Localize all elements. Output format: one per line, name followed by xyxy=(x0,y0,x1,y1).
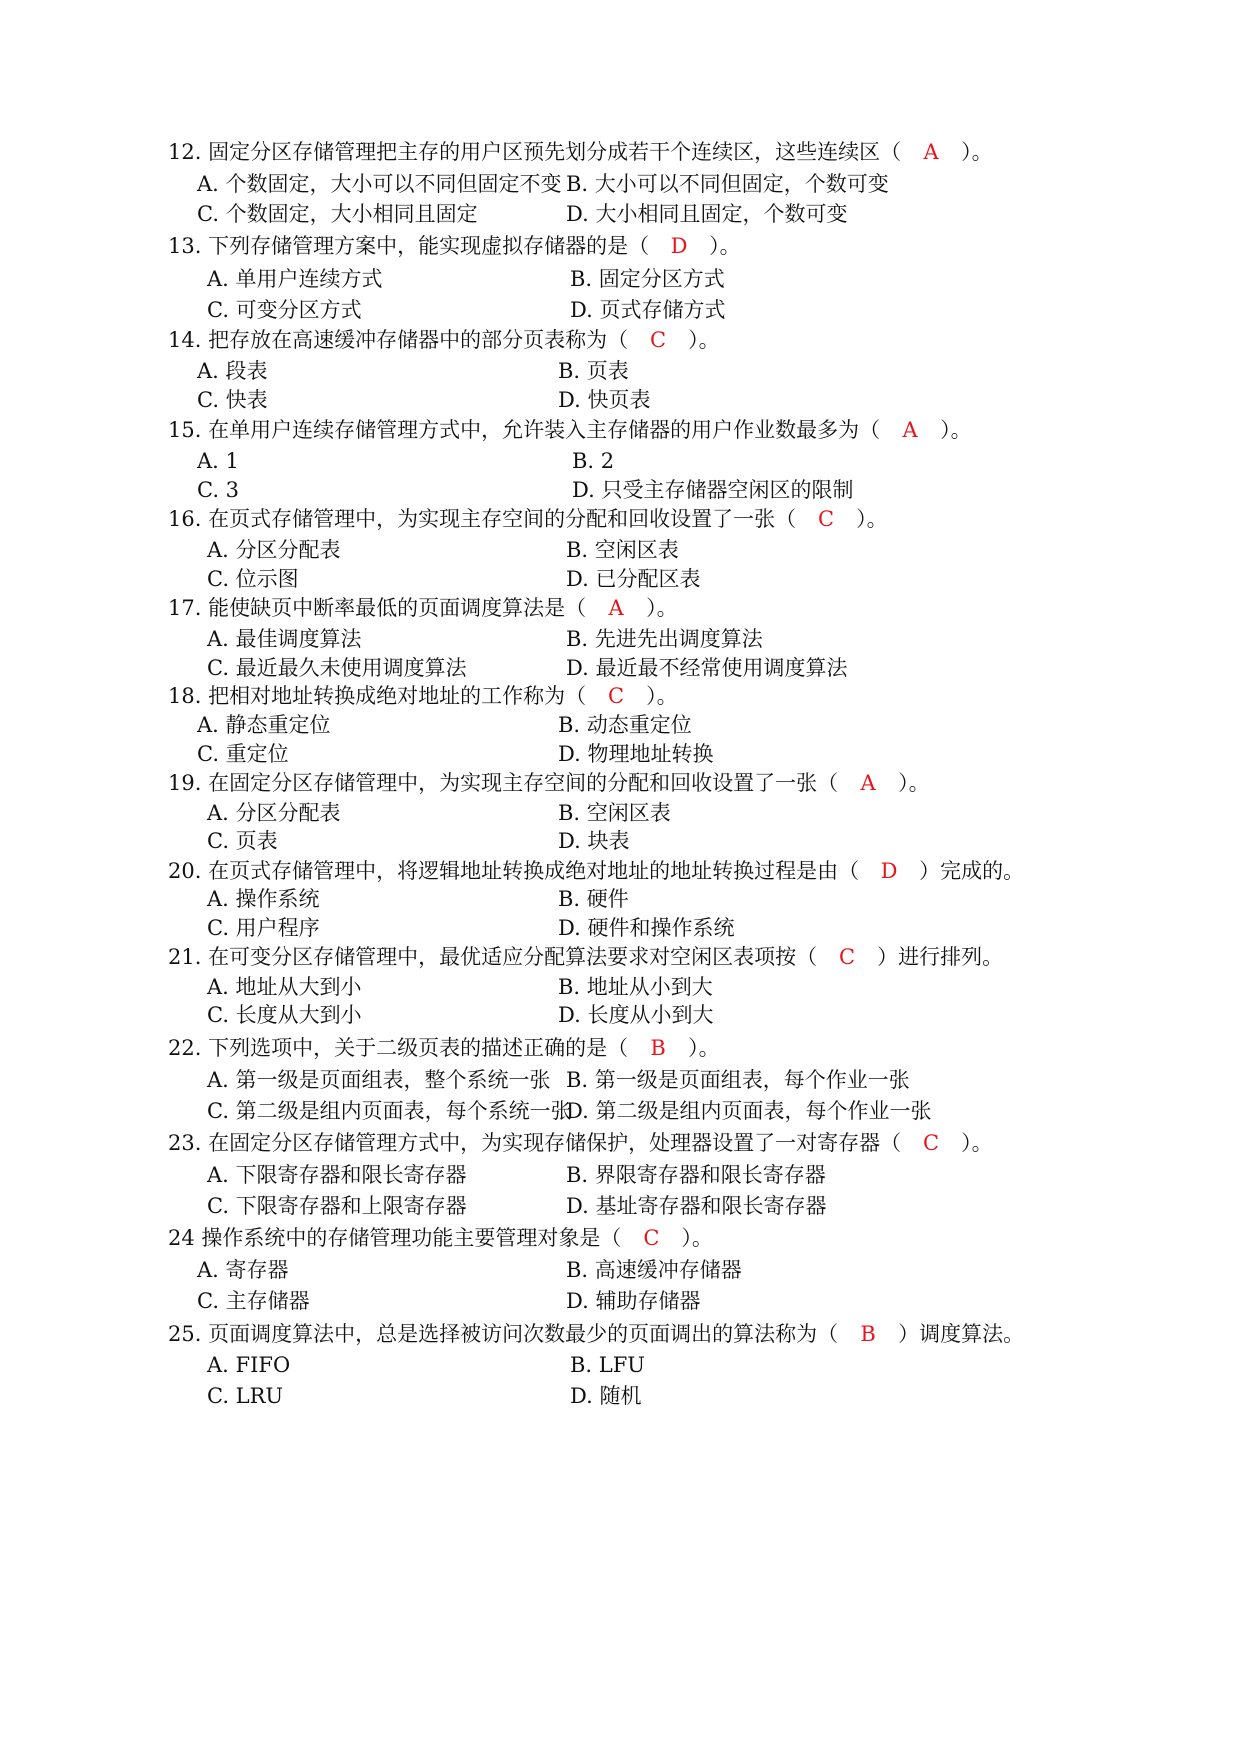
option-b: B. 页表 xyxy=(558,359,629,383)
stem-text-end: ）调度算法。 xyxy=(898,1322,1025,1346)
option-a: A. FIFO xyxy=(207,1353,291,1377)
answer-mark: C xyxy=(818,507,835,531)
stem-text-end: ）。 xyxy=(940,418,972,442)
answer-mark: C xyxy=(923,1131,940,1155)
option-b: B. 空闲区表 xyxy=(566,538,679,562)
question-stem xyxy=(168,233,741,259)
question-stem xyxy=(168,770,930,796)
question-stem xyxy=(168,944,1003,970)
option-b: B. 高速缓冲存储器 xyxy=(566,1258,742,1282)
option-d: D. 长度从小到大 xyxy=(558,1003,714,1027)
option-d: D. 页式存储方式 xyxy=(570,298,726,322)
option-a: A. 分区分配表 xyxy=(207,538,341,562)
option-d: D. 快页表 xyxy=(558,388,651,412)
stem-text-end: ）。 xyxy=(646,596,678,620)
option-b: B. 固定分区方式 xyxy=(570,267,725,291)
option-c: C. LRU xyxy=(207,1384,284,1408)
option-b: B. 动态重定位 xyxy=(558,713,692,737)
option-d: D. 随机 xyxy=(570,1384,642,1408)
stem-text: 15. 在单用户连续存储管理方式中，允许装入主存储器的用户作业数最多为（ xyxy=(168,418,881,442)
option-d: D. 最近最不经常使用调度算法 xyxy=(566,656,848,680)
stem-text: 17. 能使缺页中断率最低的页面调度算法是（ xyxy=(168,596,587,620)
question-stem xyxy=(168,417,972,443)
option-c: C. 重定位 xyxy=(197,742,289,766)
stem-text-end: ）。 xyxy=(961,1131,993,1155)
stem-text-end: ）进行排列。 xyxy=(877,945,1004,969)
option-a: A. 第一级是页面组表，整个系统一张 xyxy=(207,1068,551,1092)
option-d: D. 硬件和操作系统 xyxy=(558,916,735,940)
option-c: C. 个数固定，大小相同且固定 xyxy=(197,202,478,226)
stem-text: 16. 在页式存储管理中，为实现主存空间的分配和回收设置了一张（ xyxy=(168,507,797,531)
answer-mark: A xyxy=(608,596,624,620)
option-a: A. 寄存器 xyxy=(197,1258,289,1282)
option-d: D. 物理地址转换 xyxy=(558,742,714,766)
answer-mark: A xyxy=(860,771,876,795)
option-c: C. 位示图 xyxy=(207,567,299,591)
stem-text: 18. 把相对地址转换成绝对地址的工作称为（ xyxy=(168,684,587,708)
option-b: B. 第一级是页面组表，每个作业一张 xyxy=(566,1068,910,1092)
option-b: B. 地址从小到大 xyxy=(558,975,713,999)
question-stem xyxy=(168,1130,993,1156)
stem-text: 19. 在固定分区存储管理中，为实现主存空间的分配和回收设置了一张（ xyxy=(168,771,839,795)
question-stem xyxy=(168,327,720,353)
option-c: C. 最近最久未使用调度算法 xyxy=(207,656,467,680)
option-d: D. 辅助存储器 xyxy=(566,1289,701,1313)
stem-text-end: ）。 xyxy=(688,328,720,352)
option-b: B. 2 xyxy=(572,449,615,473)
option-b: B. 界限寄存器和限长寄存器 xyxy=(566,1163,826,1187)
answer-mark: C xyxy=(608,684,625,708)
option-d: D. 只受主存储器空闲区的限制 xyxy=(572,478,854,502)
answer-mark: C xyxy=(839,945,856,969)
option-c: C. 可变分区方式 xyxy=(207,298,362,322)
option-d: D. 块表 xyxy=(558,829,630,853)
option-a: A. 段表 xyxy=(197,359,268,383)
option-d: D. 基址寄存器和限长寄存器 xyxy=(566,1194,827,1218)
option-c: C. 页表 xyxy=(207,829,278,853)
stem-text: 20. 在页式存储管理中，将逻辑地址转换成绝对地址的地址转换过程是由（ xyxy=(168,859,860,883)
answer-mark: A xyxy=(923,140,939,164)
stem-text: 14. 把存放在高速缓冲存储器中的部分页表称为（ xyxy=(168,328,629,352)
option-b: B. LFU xyxy=(570,1353,645,1377)
stem-text-end: ）。 xyxy=(709,234,741,258)
stem-text: 23. 在固定分区存储管理方式中，为实现存储保护，处理器设置了一对寄存器（ xyxy=(168,1131,902,1155)
question-stem xyxy=(168,1035,720,1061)
option-d: D. 已分配区表 xyxy=(566,567,701,591)
option-a: A. 个数固定，大小可以不同但固定不变 xyxy=(197,172,562,196)
option-d: D. 大小相同且固定，个数可变 xyxy=(566,202,848,226)
question-stem xyxy=(168,1321,1024,1347)
stem-text-end: ）。 xyxy=(688,1036,720,1060)
question-stem xyxy=(168,506,888,532)
option-a: A. 操作系统 xyxy=(207,887,320,911)
option-c: C. 下限寄存器和上限寄存器 xyxy=(207,1194,467,1218)
option-a: A. 静态重定位 xyxy=(197,713,331,737)
answer-mark: D xyxy=(880,859,898,883)
option-a: A. 1 xyxy=(197,449,239,473)
stem-text: 22. 下列选项中，关于二级页表的描述正确的是（ xyxy=(168,1036,629,1060)
stem-text: 12. 固定分区存储管理把主存的用户区预先划分成若干个连续区，这些连续区（ xyxy=(168,140,902,164)
stem-text: 25. 页面调度算法中，总是选择被访问次数最少的页面调出的算法称为（ xyxy=(168,1322,839,1346)
option-b: B. 先进先出调度算法 xyxy=(566,627,763,651)
answer-mark: B xyxy=(650,1036,666,1060)
question-stem xyxy=(168,595,678,621)
stem-text-end: ）。 xyxy=(856,507,888,531)
option-b: B. 硬件 xyxy=(558,887,629,911)
stem-text: 13. 下列存储管理方案中，能实现虚拟存储器的是（ xyxy=(168,234,650,258)
option-a: A. 分区分配表 xyxy=(207,801,341,825)
stem-text-end: ）。 xyxy=(961,140,993,164)
option-a: A. 单用户连续方式 xyxy=(207,267,383,291)
answer-mark: C xyxy=(650,328,667,352)
stem-text-end: ）。 xyxy=(646,684,678,708)
option-b: B. 大小可以不同但固定，个数可变 xyxy=(566,172,889,196)
question-stem xyxy=(168,683,678,709)
answer-mark: A xyxy=(902,418,918,442)
option-c: C. 用户程序 xyxy=(207,916,320,940)
answer-mark: D xyxy=(670,234,688,258)
answer-mark: B xyxy=(860,1322,876,1346)
option-a: A. 下限寄存器和限长寄存器 xyxy=(207,1163,467,1187)
option-c: C. 主存储器 xyxy=(197,1289,310,1313)
stem-text-end: ）完成的。 xyxy=(919,859,1025,883)
question-stem xyxy=(168,1225,713,1251)
stem-text: 24 操作系统中的存储管理功能主要管理对象是（ xyxy=(168,1226,622,1250)
stem-text-end: ）。 xyxy=(898,771,930,795)
option-c: C. 长度从大到小 xyxy=(207,1003,362,1027)
option-c: C. 3 xyxy=(197,478,240,502)
stem-text: 21. 在可变分区存储管理中，最优适应分配算法要求对空闲区表项按（ xyxy=(168,945,818,969)
option-b: B. 空闲区表 xyxy=(558,801,671,825)
stem-text-end: ）。 xyxy=(681,1226,713,1250)
option-a: A. 最佳调度算法 xyxy=(207,627,362,651)
option-d: D. 第二级是组内页面表，每个作业一张 xyxy=(566,1099,932,1123)
question-stem xyxy=(168,139,993,165)
option-a: A. 地址从大到小 xyxy=(207,975,362,999)
option-c: C. 第二级是组内页面表，每个系统一张 xyxy=(207,1099,572,1123)
answer-mark: C xyxy=(643,1226,660,1250)
question-stem xyxy=(168,858,1024,884)
option-c: C. 快表 xyxy=(197,388,268,412)
